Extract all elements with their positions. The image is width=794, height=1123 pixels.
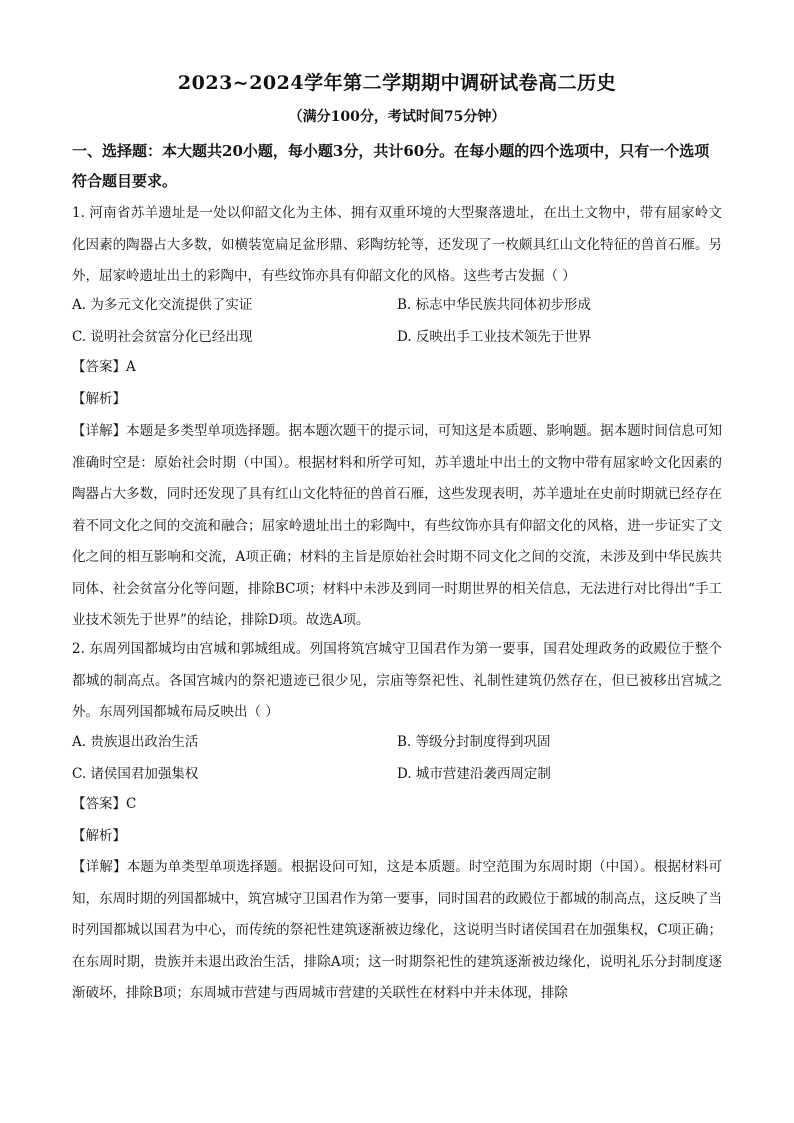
q2-option-a: A. 贵族退出政治生活 bbox=[72, 734, 199, 750]
q1-option-b: B. 标志中华民族共同体初步形成 bbox=[397, 297, 592, 313]
exam-subtitle: （满分100分，考试时间75分钟） bbox=[288, 109, 506, 125]
question-1-options bbox=[72, 290, 722, 353]
q2-option-c: C. 诸侯国君加强集权 bbox=[72, 765, 199, 782]
question-2-options bbox=[72, 727, 722, 790]
q2-option-d: D. 城市营建沿袭西周定制 bbox=[397, 765, 551, 782]
question-2-stem: 2. 东周列国都城均由宫城和郭城组成。列国将筑宫城守卫国君作为第一要事，国君处理政务的政殿位于整个都城的制高点。各国宫城内的祭祀遗迹已很少见，宗庙等祭祀性、礼制性建筑仍然存在，但已被移出宫城之外。东周列国都城布局反映出（ ） bbox=[72, 641, 722, 720]
q1-option-c: C. 说明社会贫富分化已经出现 bbox=[72, 328, 253, 345]
q1-option-a: A. 为多元文化交流提供了实证 bbox=[72, 297, 253, 313]
question-1-stem: 1. 河南省苏羊遗址是一处以仰韶文化为主体、拥有双重环境的大型聚落遗址，在出土文物中，带有屈家岭文化因素的陶器占大多数，如横装宽扁足盆形鼎、彩陶纺轮等，还发现了一枚颇具红山文化特征的兽首石雁。另外，屈家岭遗址出土的彩陶中，有些纹饰亦具有仰韶文化的风格。这些考古发掘（ ） bbox=[72, 205, 722, 284]
q1-detail: 【详解】本题是多类型单项选择题。据本题次题干的提示词，可知这是本质题、影响题。据本题时间信息可知准确时空是：原始社会时期（中国）。根据材料和所学可知，苏羊遗址中出土的文物中带有屈家岭文化因素的陶器占大多数，同时还发现了具有红山文化特征的兽首石雁，这些发现表明，苏羊遗址在史前时期就已经存在着不同文化之间的交流和融合；屈家岭遗址出土的彩陶中，有些纹饰亦具有仰韶文化的风格，进一步证实了文化之间的相互影响和交流，A项正确；材料的主旨是原始社会时期不同文化之间的交流，未涉及到中华民族共同体、社会贫富分化等问题，排除BC项；材料中未涉及到同一时期世界的相关信息，无法进行对比得出“手工业技术领先于世界”的结论，排除D项。故选A项。 bbox=[72, 423, 722, 628]
section-heading: 一、选择题：本大题共20小题，每小题3分，共计60分。在每小题的四个选项中，只有一个选项符合题目要求。 bbox=[72, 142, 710, 190]
exam-title: 2023~2024学年第二学期期中调研试卷高二历史 bbox=[177, 72, 617, 94]
q2-detail: 【详解】本题为单类型单项选择题。根据设问可知，这是本质题。时空范围为东周时期（中国）。根据材料可知，东周时期的列国都城中，筑宫城守卫国君作为第一要事，同时国君的政殿位于都城的制高点，这反映了当时列国都城以国君为中心，而传统的祭祀性建筑逐渐被边缘化，这说明当时诸侯国君在加强集权，C项正确；在东周时期，贵族并未退出政治生活，排除A项；这一时期祭祀性的建筑逐渐被边缘化，说明礼乐分封制度逐渐破坏，排除B项；东周城市营建与西周城市营建的关联性在材料中并未体现，排除 bbox=[72, 859, 722, 1001]
q2-option-b: B. 等级分封制度得到巩固 bbox=[397, 734, 551, 750]
q1-option-d: D. 反映出手工业技术领先于世界 bbox=[397, 328, 592, 345]
q1-answer: 【答案】A bbox=[72, 359, 136, 375]
q2-analysis-label: 【解析】 bbox=[72, 828, 126, 844]
q2-answer: 【答案】C bbox=[72, 796, 137, 812]
q1-analysis-label: 【解析】 bbox=[72, 391, 126, 407]
